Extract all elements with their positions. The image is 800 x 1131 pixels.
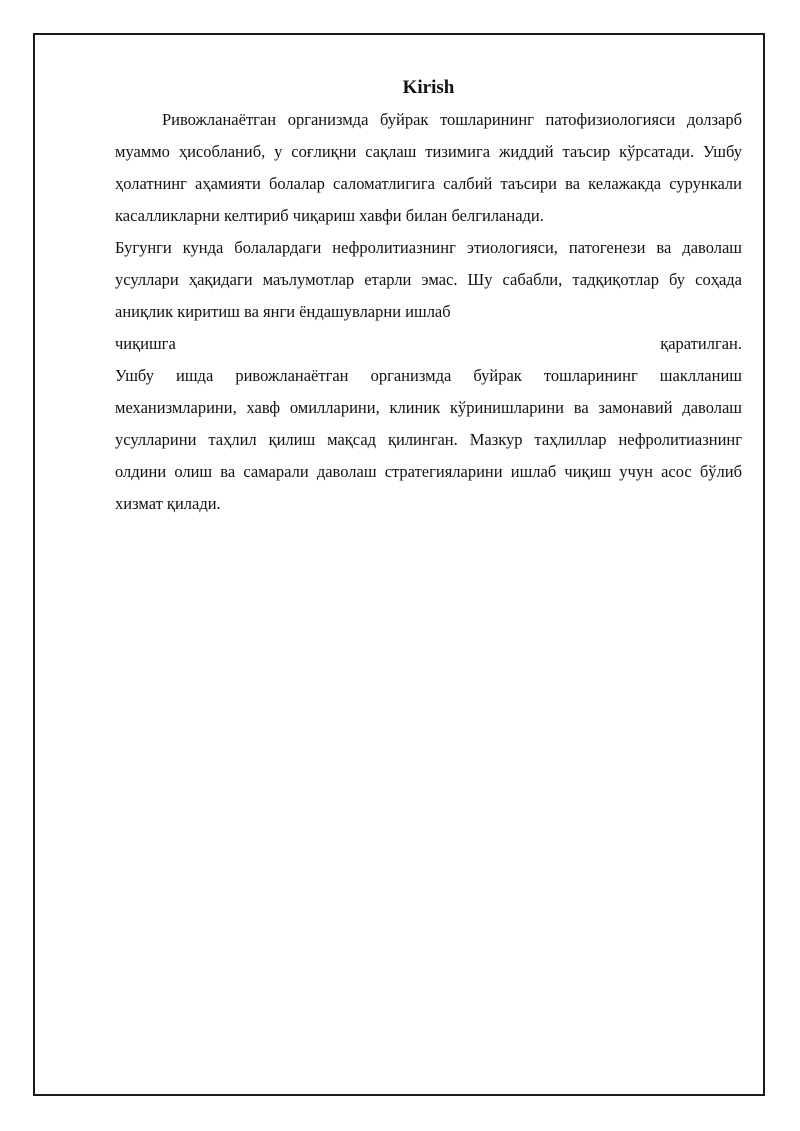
paragraph-2: Бугунги кунда болалардаги нефролитиазнинг этиологияси, патогенези ва даволаш усуллари ҳақидаги маълумотлар етарли эмас. Шу сабабли, тадқиқотлар бу соҳада аниқлик киритиш ва янги ёндашувларни ишлаб <box>115 238 742 321</box>
paragraph-2-last-line <box>115 328 742 360</box>
paragraph-1: Ривожланаётган организмда буйрак тошларининг патофизиологияси долзарб муаммо ҳисобланиб, у соғлиқни сақлаш тизимига жиддий таъсир кўрсатади. Ушбу ҳолатнинг аҳамияти болалар саломатлигига салбий таъсири ва келажакда сурункали касалликларни келтириб чиқариш хавфи билан белгиланади. <box>115 110 742 225</box>
split-line-right: қаратилган. <box>660 334 742 353</box>
document-body <box>115 74 742 520</box>
document-title: Kirish <box>402 77 455 98</box>
paragraph-3: Ушбу ишда ривожланаётган организмда буйрак тошларининг шаклланиш механизмларини, хавф омилларини, клиник кўринишларини ва замонавий даволаш усулларини таҳлил қилиш мақсад қилинган. Мазкур таҳлиллар нефролитиазнинг олдини олиш ва самарали даволаш стратегияларини ишлаб чиқиш учун асос бўлиб хизмат қилади. <box>115 366 742 513</box>
split-line-left: чиқишга <box>115 334 176 353</box>
